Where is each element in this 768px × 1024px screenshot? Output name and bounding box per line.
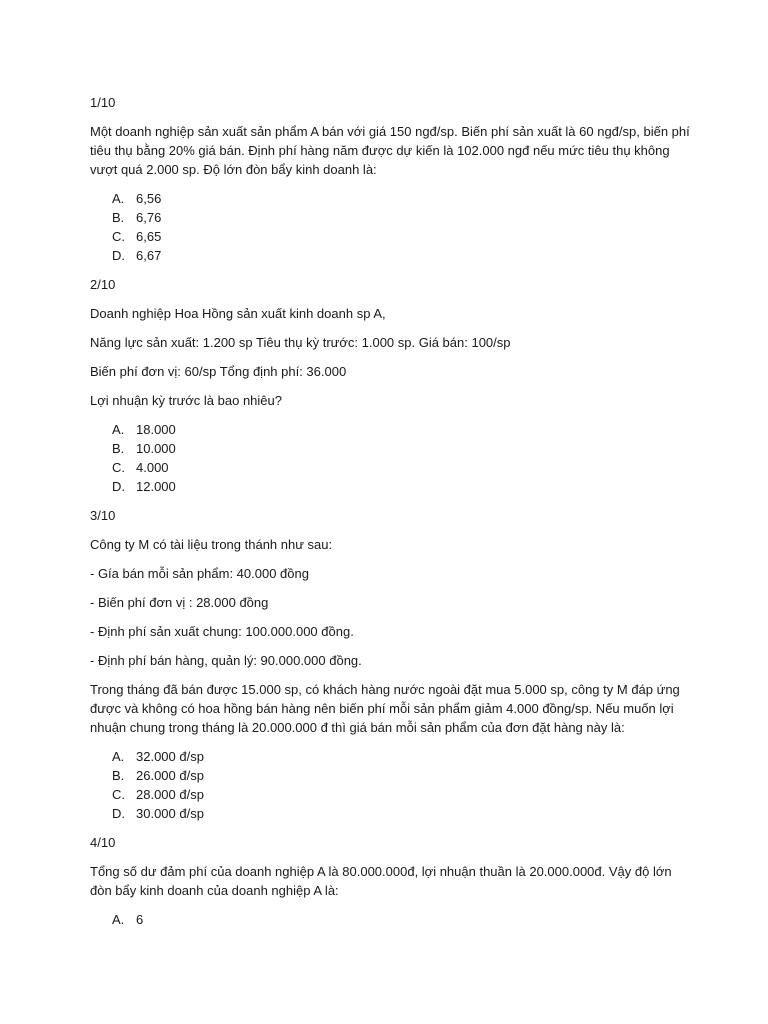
question-text: Một doanh nghiệp sản xuất sản phẩm A bán với giá 150 ngđ/sp. Biến phí sản xuất là 60 ngđ/sp, biến phí tiêu thụ bằng 20% giá bán. Định phí hàng năm được dự kiến là 102.000 ngđ nếu mức tiêu thụ không vượt quá 2.000 sp. Độ lớn đòn bẩy kinh doanh là: (90, 124, 690, 177)
option-letter: B. (112, 210, 125, 225)
option-text: 28.000 đ/sp (136, 787, 204, 802)
question-text: Công ty M có tài liệu trong thánh như sau: (90, 537, 333, 552)
option-text: 4.000 (136, 460, 169, 475)
answer-option (112, 208, 690, 227)
answer-option (112, 458, 690, 477)
option-letter: C. (112, 460, 125, 475)
question-text: Trong tháng đã bán được 15.000 sp, có khách hàng nước ngoài đặt mua 5.000 sp, công ty M đáp ứng được và không có hoa hồng bán hàng nên biến phí mỗi sản phẩm giảm 4.000 đồng/sp. Nếu muốn lợi nhuận chung trong tháng là 20.000.000 đ thì giá bán mỗi sản phẩm của đơn đặt hàng này là: (90, 682, 680, 735)
option-letter: A. (112, 912, 125, 927)
answer-option (112, 477, 690, 496)
question-text: Tổng số dư đảm phí của doanh nghiệp A là 80.000.000đ, lợi nhuận thuần là 20.000.000đ. Vậy độ lớn đòn bẩy kinh doanh của doanh nghiệp A là: (90, 864, 672, 898)
answer-option (112, 439, 690, 458)
option-letter: B. (112, 768, 125, 783)
option-text: 6,76 (136, 210, 162, 225)
answer-option (112, 189, 690, 208)
question-text: Biến phí đơn vị: 60/sp Tổng định phí: 36.000 (90, 364, 347, 379)
answer-option (112, 785, 690, 804)
option-text: 6,67 (136, 248, 162, 263)
option-letter: D. (112, 248, 125, 263)
question-text: Doanh nghiệp Hoa Hồng sản xuất kinh doanh sp A, (90, 306, 386, 321)
option-text: 10.000 (136, 441, 176, 456)
option-text: 12.000 (136, 479, 176, 494)
option-text: 6 (136, 912, 144, 927)
question-1 (90, 93, 690, 265)
option-text: 30.000 đ/sp (136, 806, 204, 821)
option-letter: B. (112, 441, 125, 456)
question-4 (90, 833, 690, 929)
answer-options (90, 747, 690, 823)
question-2 (90, 275, 690, 496)
answer-option (112, 910, 690, 929)
answer-options (90, 189, 690, 265)
question-text: - Định phí bán hàng, quản lý: 90.000.000 đồng. (90, 653, 362, 668)
answer-option (112, 420, 690, 439)
option-text: 26.000 đ/sp (136, 768, 204, 783)
option-letter: D. (112, 806, 125, 821)
question-3 (90, 506, 690, 823)
answer-option (112, 227, 690, 246)
question-number: 4/10 (90, 835, 116, 850)
answer-options (90, 420, 690, 496)
document-page (90, 93, 690, 939)
option-text: 6,56 (136, 191, 162, 206)
option-text: 32.000 đ/sp (136, 749, 204, 764)
option-text: 6,65 (136, 229, 162, 244)
option-letter: A. (112, 749, 125, 764)
question-text: - Biến phí đơn vị : 28.000 đồng (90, 595, 269, 610)
answer-option (112, 766, 690, 785)
option-letter: C. (112, 229, 125, 244)
option-letter: D. (112, 479, 125, 494)
option-text: 18.000 (136, 422, 176, 437)
question-text: Năng lực sản xuất: 1.200 sp Tiêu thụ kỳ trước: 1.000 sp. Giá bán: 100/sp (90, 335, 511, 350)
question-number: 3/10 (90, 508, 116, 523)
option-letter: C. (112, 787, 125, 802)
option-letter: A. (112, 191, 125, 206)
question-text: Lợi nhuận kỳ trước là bao nhiêu? (90, 393, 282, 408)
answer-option (112, 246, 690, 265)
question-number: 1/10 (90, 95, 116, 110)
question-text: - Định phí sản xuất chung: 100.000.000 đồng. (90, 624, 354, 639)
answer-options (90, 910, 690, 929)
option-letter: A. (112, 422, 125, 437)
question-text: - Gía bán mỗi sản phẩm: 40.000 đồng (90, 566, 309, 581)
answer-option (112, 747, 690, 766)
answer-option (112, 804, 690, 823)
question-number: 2/10 (90, 277, 116, 292)
